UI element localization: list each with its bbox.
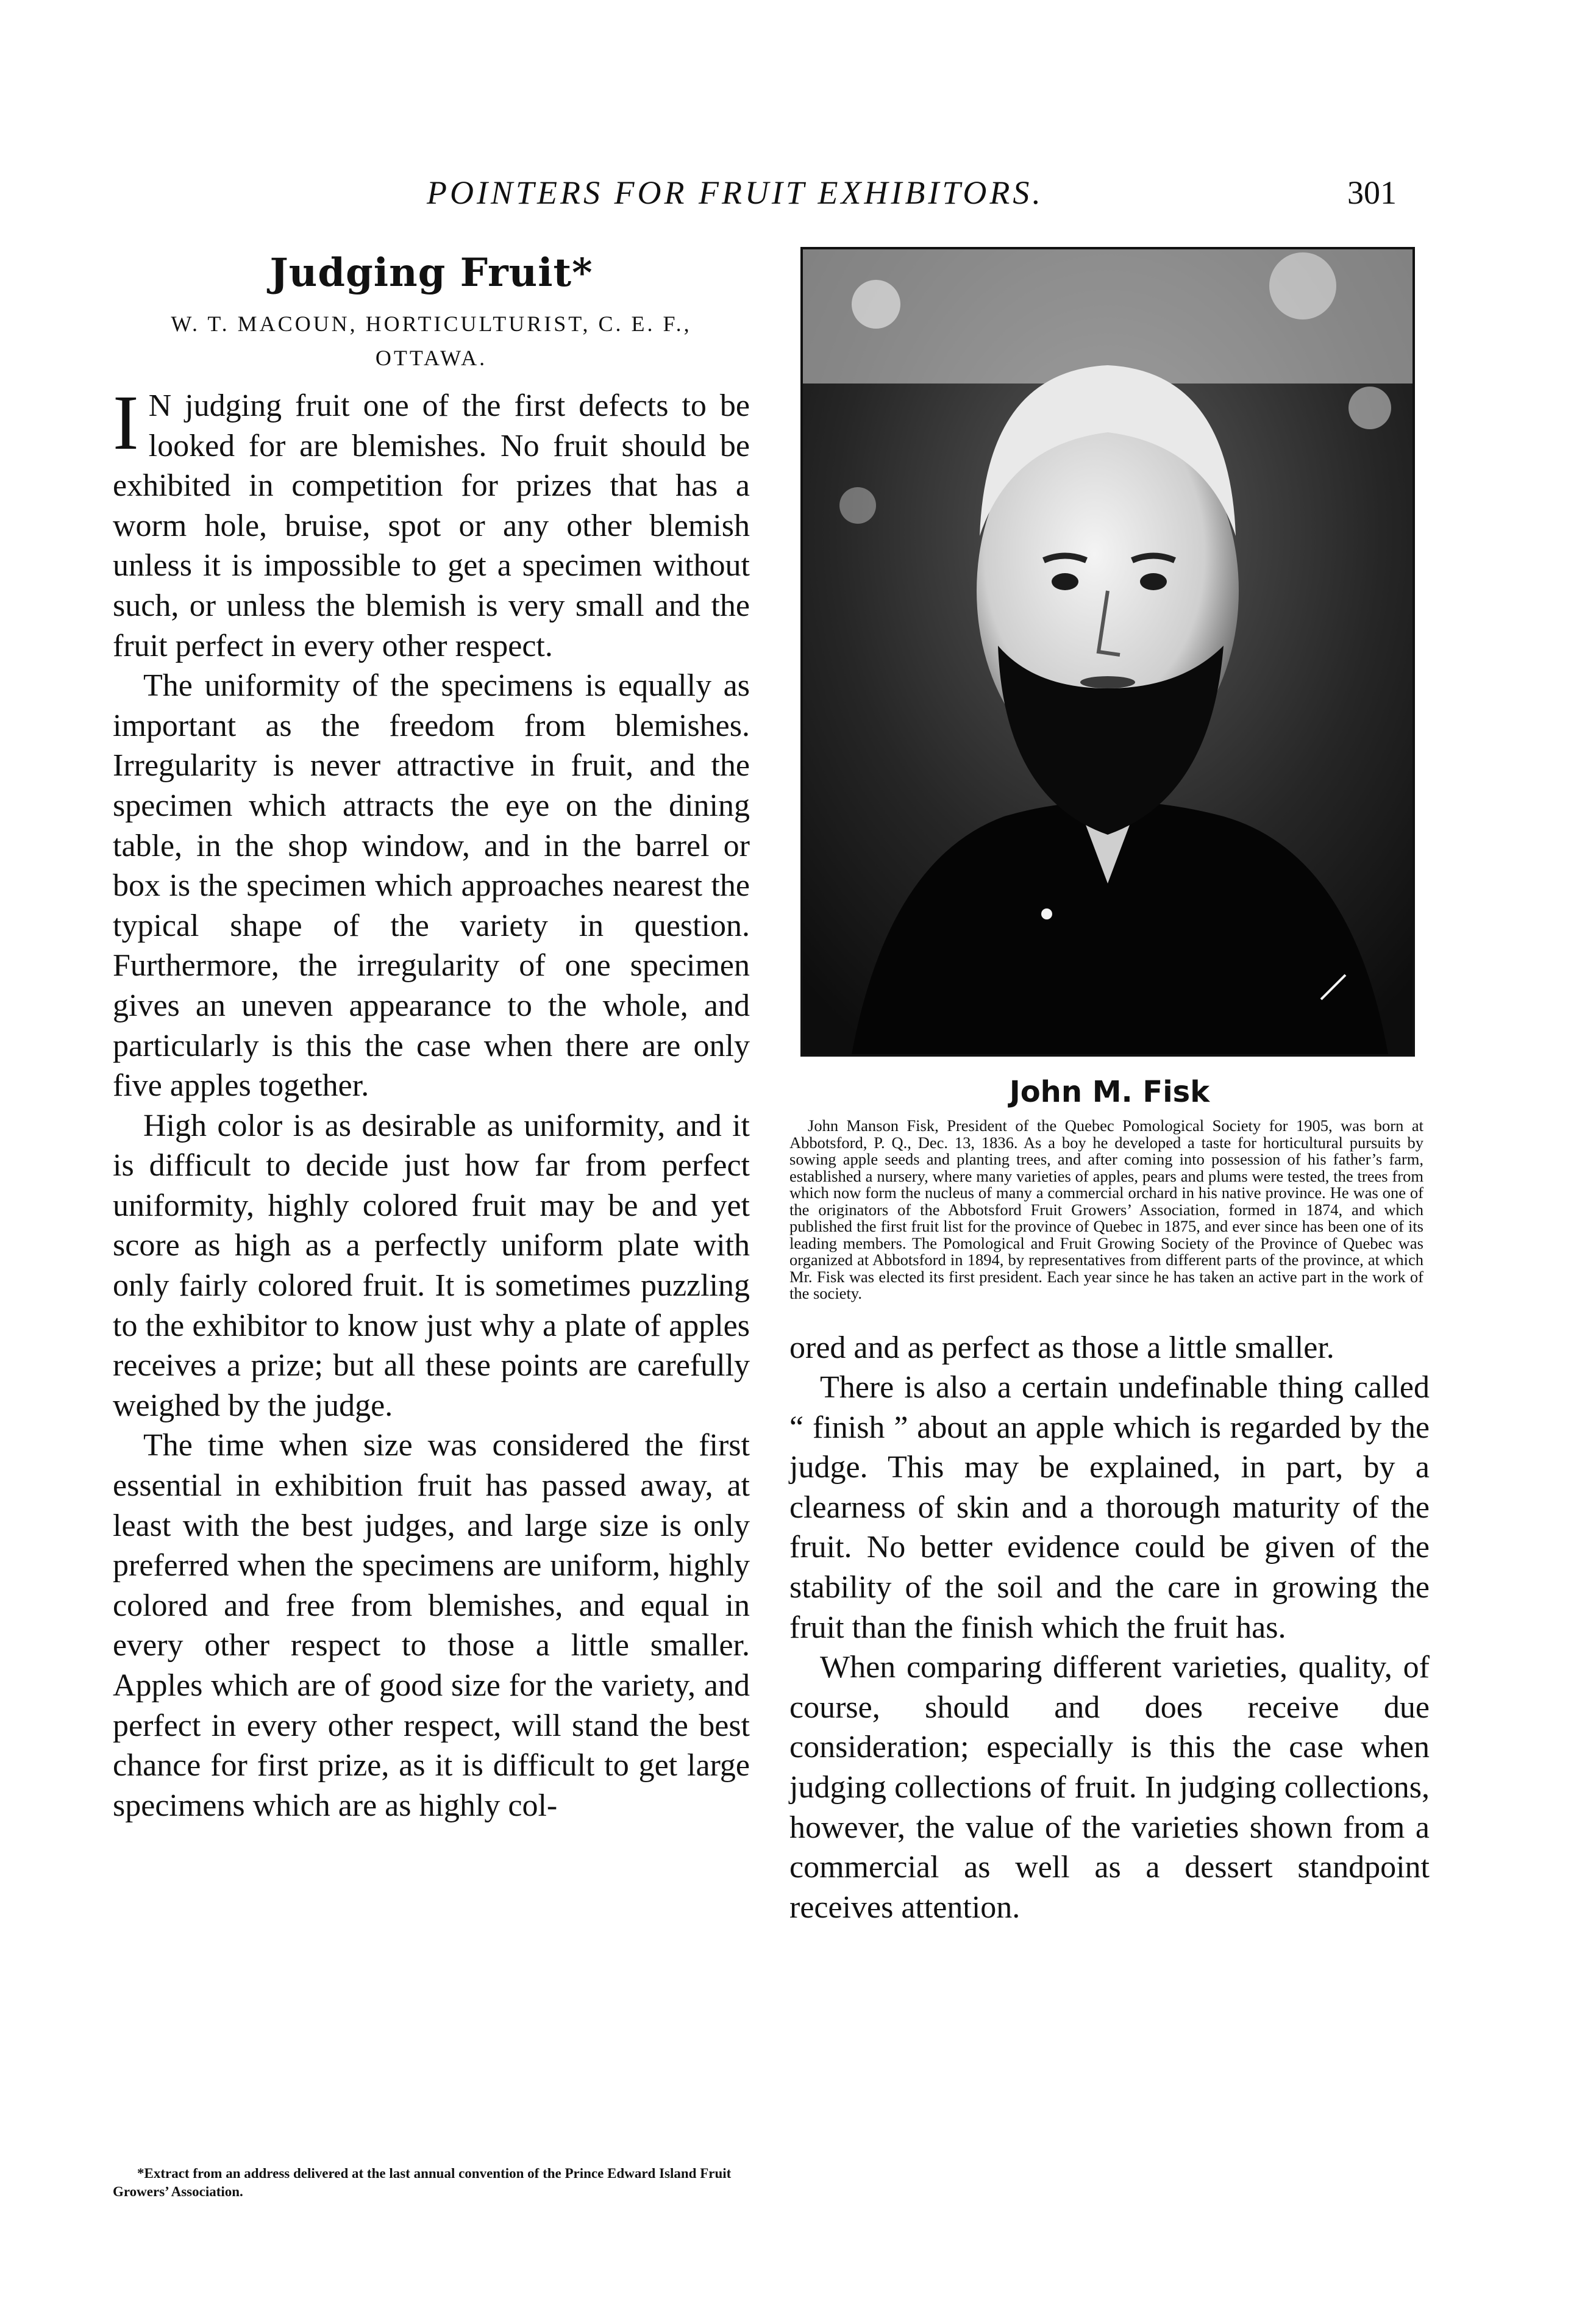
photo-caption-name: John M. Fisk: [1009, 1075, 1210, 1109]
paragraph-1-text: N judging fruit one of the first defects to be looked for are blemishes. No fruit should be exhibited in competition for prizes that has a worm hole, bruise, spot or any other blemish unless it is impossible to get a specimen without such, or unless the blemish is very small and the fruit perfect in every other respect.: [113, 388, 750, 663]
running-header-title: POINTERS FOR FRUIT EXHIBITORS.: [427, 174, 1044, 211]
footnote: *Extract from an address delivered at the last annual convention of the Prince Edward Island Fruit Growers’ Association.: [113, 2166, 732, 2199]
byline-author: W. T. MACOUN, HORTICULTURIST, C. E. F.,: [171, 312, 692, 336]
right-column-body: [789, 1328, 1430, 1928]
paragraph-1: [113, 379, 750, 666]
paragraph-2: The uniformity of the specimens is equally as important as the freedom from blemishes. Irregularity is never attractive in fruit, and the specimen which attracts the eye on the dining table, in the shop window, and in the barrel or box is the specimen which approaches nearest the typical shape of the variety in question. Furthermore, the irregularity of one specimen gives an uneven appearance to the whole, and particularly is this the case when there are only five apples together.: [113, 668, 750, 1104]
paragraph-3: High color is as desirable as uniformity, and it is difficult to decide just how far from perfect uniformity, highly colored fruit may be and yet score as high as a perfectly uniform plate with only fairly colored fruit. It is sometimes puzzling to the exhibitor to know just why a plate of apples receives a prize; but all these points are carefully weighed by the judge.: [113, 1108, 750, 1423]
paragraph-4: The time when size was considered the first essential in exhibition fruit has passed away, at least with the best judges, and large size is only preferred when the specimens are uniform, highly colored and free from blemishes, and equal in every other respect to those a little smaller. Apples which are of good size for the variety, and perfect in every other respect, will stand the best chance for first prize, as it is difficult to get large specimens which are as highly col-: [113, 1428, 750, 1823]
paragraph-6: When comparing different varieties, quality, of course, should and does receive due consideration; especially is this the case when judging collections of fruit. In judging collections, however, the value of the varieties shown from a commercial as well as a dessert standpoint receives attention.: [789, 1650, 1430, 1925]
portrait-image: [803, 249, 1413, 1054]
paragraph-4-continued: ored and as perfect as those a little smaller.: [789, 1330, 1334, 1365]
left-column: [113, 250, 750, 1825]
byline: [113, 307, 750, 375]
photo-caption-text: John Manson Fisk, President of the Quebec Pomological Society for 1905, was born at Abbotsford, P. Q., Dec. 13, 1836. As a boy he developed a taste for horticultural pursuits by sowing apple seeds and planting trees, and after coming into possession of his father’s farm, established a nursery, where many varieties of apples, pears and plums were tested, the trees from which now form the nucleus of many a commercial orchard in his native province. He was one of the originators of the Abbotsford Fruit Growers’ Association, formed in 1874, and which published the first fruit list for the province of Quebec in 1875, and ever since has been one of its leading members. The Pomological and Fruit Growing Society of the Province of Quebec was organized at Abbotsford in 1894, by representatives from different parts of the province, at which Mr. Fisk was elected its first president. Each year since he has taken an active part in the work of the society.: [789, 1116, 1423, 1302]
page-number: 301: [1347, 174, 1397, 211]
portrait-photo: [800, 247, 1415, 1057]
article-title: Judging Fruit*: [269, 250, 593, 296]
drop-cap: I: [113, 379, 139, 466]
paragraph-5: There is also a certain undefinable thing called “ finish ” about an apple which is regarded by the judge. This may be explained, in part, by a clearness of skin and a thorough maturity of the fruit. No better evidence could be given of the stability of the soil and the care in growing the fruit than the finish which the fruit has.: [789, 1370, 1430, 1645]
byline-location: OTTAWA.: [375, 346, 488, 370]
right-column: [789, 247, 1430, 1927]
